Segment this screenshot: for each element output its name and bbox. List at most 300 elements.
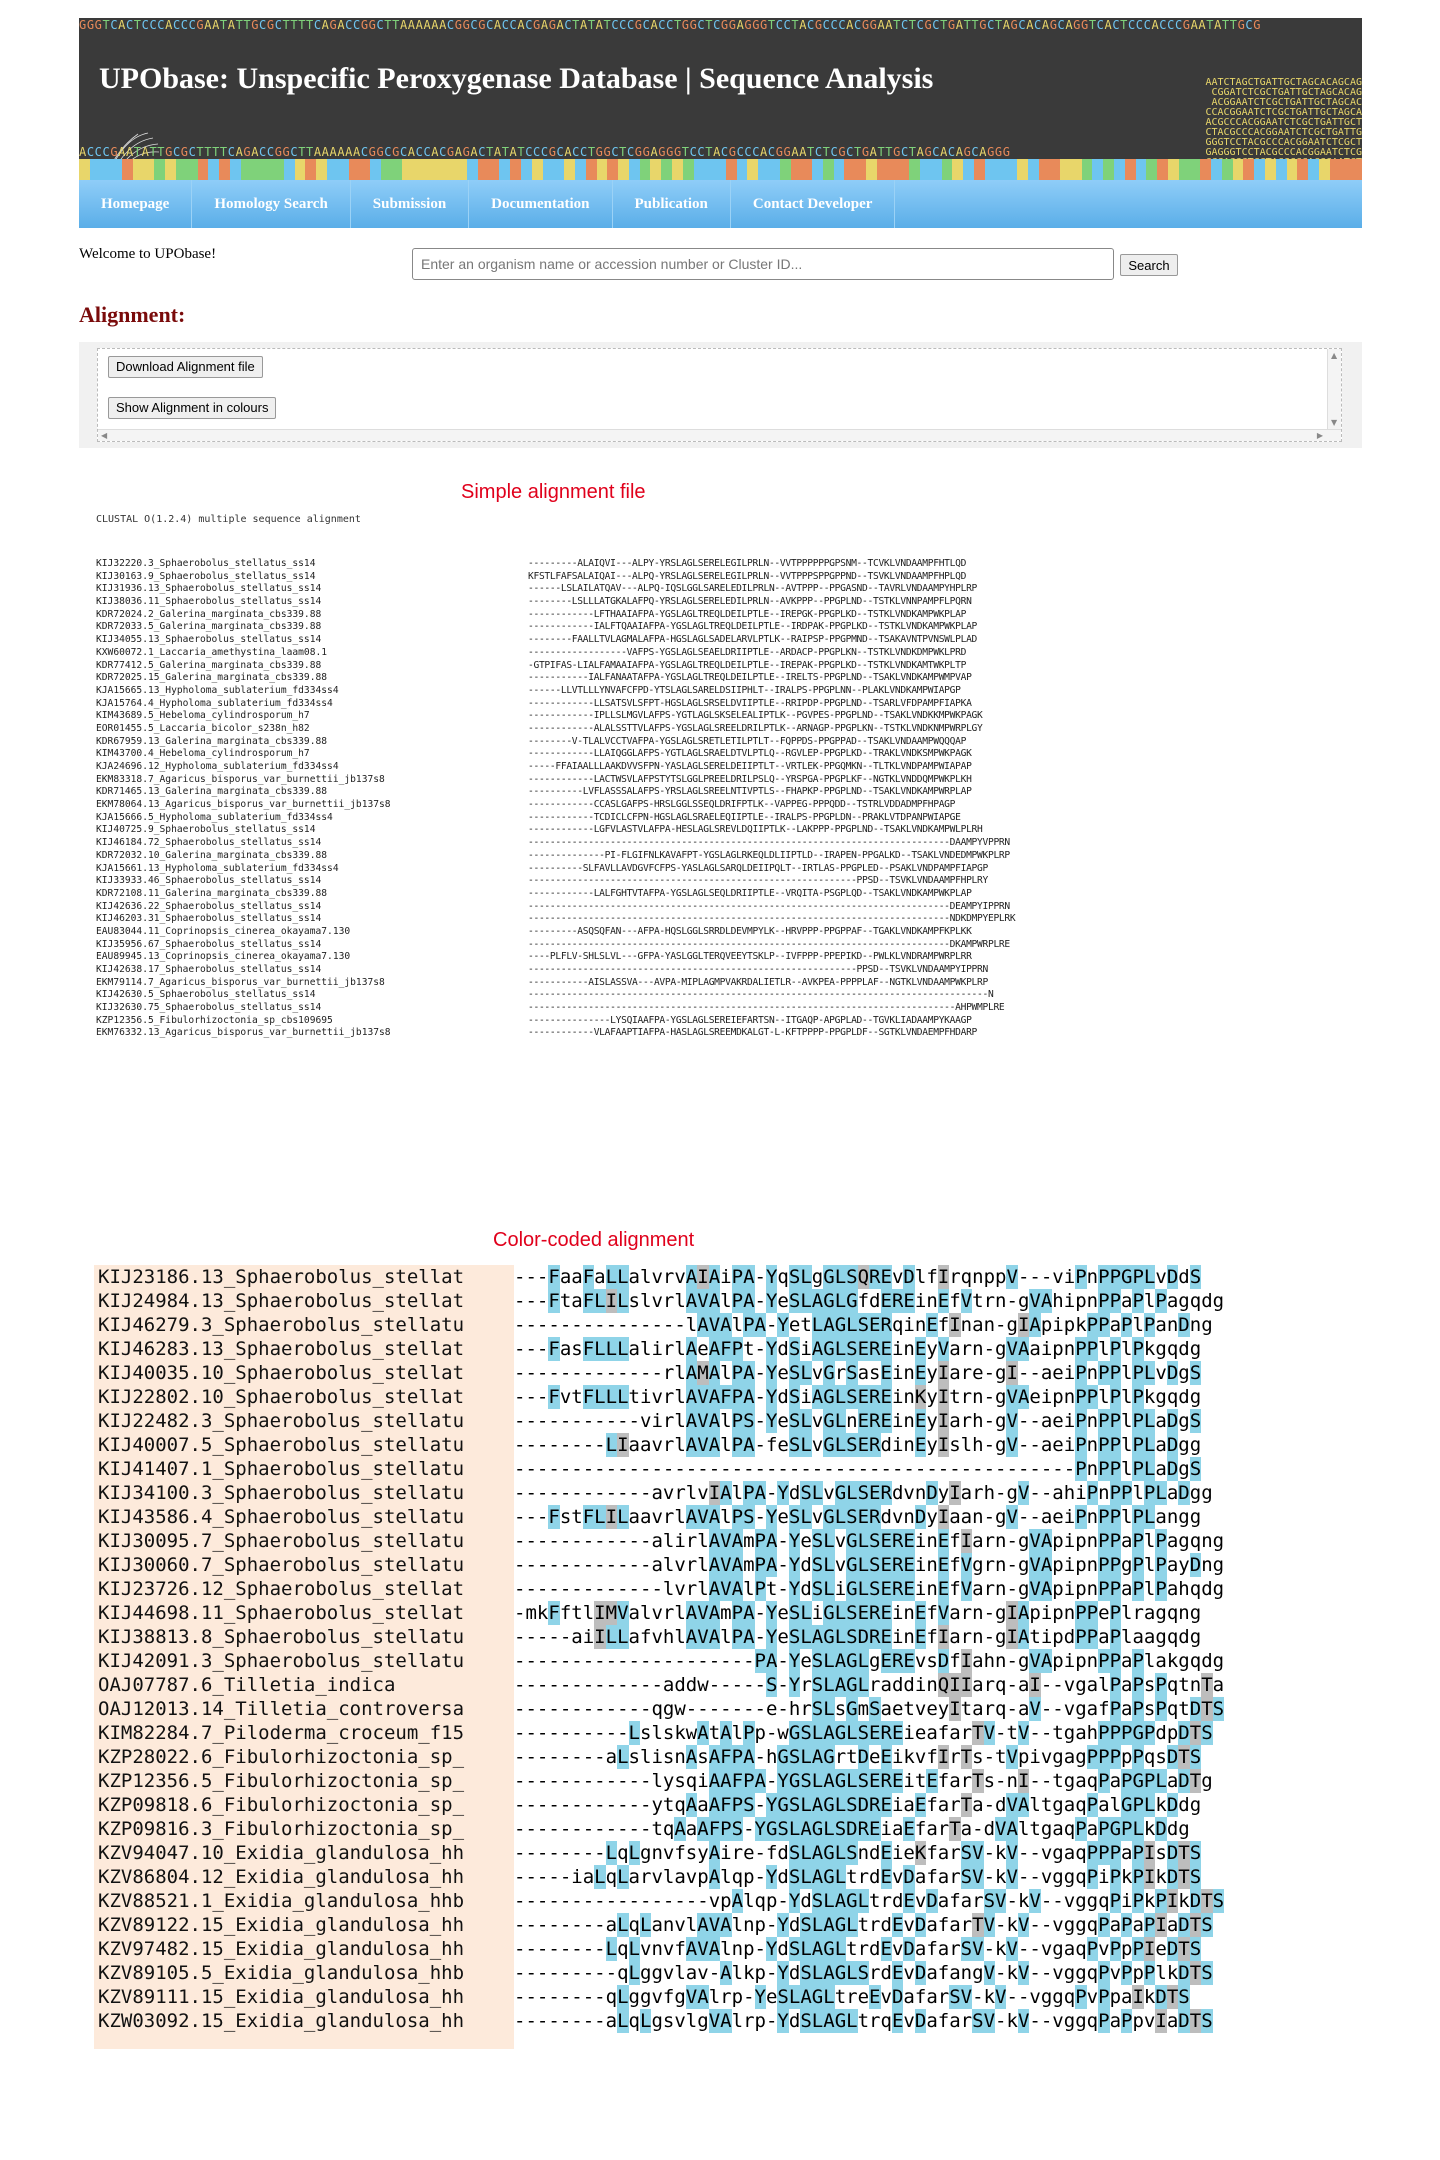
colored-sequence: - - - - - - - - L q L v n v f A V A l n p - Y d S L A G L t r d E v D a f a r S V - k V - - v g a q P v P p P I e D T S bbox=[514, 1938, 1202, 1960]
alignment-row bbox=[94, 1913, 1213, 1937]
bar-segment bbox=[931, 159, 942, 180]
sequence-name: KIJ42636.22_Sphaerobolus_stellatus_ss14 bbox=[96, 900, 322, 912]
bar-segment bbox=[1340, 159, 1351, 180]
alignment-row bbox=[94, 2009, 1213, 2033]
sequence-name: KDR72024.2_Galerina_marginata_cbs339.88 bbox=[96, 608, 322, 620]
alignment-row bbox=[96, 672, 1156, 685]
bar-segment bbox=[1287, 159, 1298, 180]
colored-sequence: - - - - - - - - L q L g n v f s y A i r e - f d S L A G L S n d E i e K f a r S V - k V - - v g a q P P P a P I s D T S bbox=[514, 1842, 1202, 1864]
colored-sequence: - - - - - - - - - - - v i r l A V A l P S - Y e S L v G L n E R E i n E y I a r h - g V - - a e i P n P P l P L a D g S bbox=[514, 1410, 1202, 1432]
bar-segment bbox=[791, 159, 802, 180]
alignment-row bbox=[96, 939, 1156, 952]
bar-segment bbox=[888, 159, 899, 180]
alignment-row bbox=[96, 748, 1156, 761]
bar-segment bbox=[586, 159, 597, 180]
alignment-row bbox=[96, 1002, 1156, 1015]
sequence-name: KIJ30095.7_Sphaerobolus_stellatu bbox=[98, 1530, 465, 1552]
sequence-name: EKM83318.7_Agaricus_bisporus_var_burnettii_jb137s8 bbox=[96, 773, 385, 785]
alignment-row bbox=[96, 989, 1156, 1002]
bar-segment bbox=[650, 159, 661, 180]
sequence: ------------IALFTQAAIAFPA-YGSLAGLTREQLDEILPTLE--IRDPAK-PPGPLKD--TSTKLVNDKAMPWKPLAP bbox=[528, 621, 978, 633]
sequence-name: KZP12356.5_Fibulorhizoctonia_sp_ bbox=[98, 1770, 465, 1792]
bar-segment bbox=[467, 159, 478, 180]
bar-segment bbox=[553, 159, 564, 180]
alignment-heading: Alignment: bbox=[79, 302, 186, 327]
bar-segment bbox=[510, 159, 521, 180]
sequence-name: KJA15665.13_Hypholoma_sublaterium_fd334ss4 bbox=[96, 684, 339, 696]
alignment-row bbox=[94, 1889, 1225, 1913]
bar-segment bbox=[1265, 159, 1276, 180]
bar-segment bbox=[208, 159, 219, 180]
search-button[interactable]: Search bbox=[1120, 254, 1178, 276]
alignment-row bbox=[94, 1457, 1202, 1481]
bar-segment bbox=[1233, 159, 1244, 180]
sequence-name: KZP09818.6_Fibulorhizoctonia_sp_ bbox=[98, 1794, 465, 1816]
alignment-row bbox=[96, 774, 1156, 787]
bar-segment bbox=[898, 159, 909, 180]
colored-sequence: - - - - - - - - L I a a v r l A V A l P A - f e S L v G L S E R d i n E y I s l h - g V - - a e i P n P P l P L a D g g bbox=[514, 1434, 1202, 1456]
bar-segment bbox=[1168, 159, 1179, 180]
alignment-row bbox=[96, 888, 1156, 901]
colored-sequence: - - - - - - - - q L g g v f g V A l r p - Y e S L A G L t r e E v D a f a r S V - k V - - v g g q P v P p a I k D T S bbox=[514, 1986, 1190, 2008]
alignment-row bbox=[96, 875, 1156, 888]
alignment-row bbox=[94, 1697, 1225, 1721]
colored-sequence: - - - F a s F L L L a l i r l A e A F P t - Y d S i A G L S E R E i n E y V a r n - g V A a i p n P P l P l P k g q d g bbox=[514, 1338, 1202, 1360]
colored-sequence: - - - - - - - - - - - - q g w - - - - - - - e - h r S L s G m S a e t v e y I t a r q - a V - - v g a f P a P s P q t D T S bbox=[514, 1698, 1225, 1720]
bar-segment bbox=[543, 159, 554, 180]
sequence: ------------------------------------------------------------------------------AHPWMPLRE bbox=[528, 1002, 1005, 1014]
scroll-left-icon[interactable]: ◀ bbox=[101, 431, 108, 440]
sequence-name: KIJ22802.10_Sphaerobolus_stellat bbox=[98, 1386, 465, 1408]
sequence-name: KIJ34055.13_Sphaerobolus_stellatus_ss14 bbox=[96, 634, 322, 646]
sequence-name: KIJ35956.67_Sphaerobolus_stellatus_ss14 bbox=[96, 938, 322, 950]
bar-segment bbox=[198, 159, 209, 180]
bar-segment bbox=[747, 159, 758, 180]
bar-segment bbox=[499, 159, 510, 180]
bar-segment bbox=[575, 159, 586, 180]
sequence-name: KIJ31936.13_Sphaerobolus_stellatus_ss14 bbox=[96, 583, 322, 595]
sequence-name: KIJ41407.1_Sphaerobolus_stellatu bbox=[98, 1458, 465, 1480]
colored-sequence: - - - - - - - - - - - - - - - - - - - - - P A - Y e S L A G L g E R E v s D f I a h n - g V A p i p n P P a P l a k g q d g bbox=[514, 1650, 1225, 1672]
bar-segment bbox=[252, 159, 263, 180]
bar-segment bbox=[176, 159, 187, 180]
sequence: ---------------LYSQIAAFPA-YGSLAGLSEREIEFARTSN--ITGAQP-APGPLAD--TGVKLIADAAMPYKAAGP bbox=[528, 1014, 972, 1026]
bar-segment bbox=[111, 159, 122, 180]
alignment-row bbox=[96, 571, 1156, 584]
bar-segment bbox=[1114, 159, 1125, 180]
bar-segment bbox=[1189, 159, 1200, 180]
bar-segment bbox=[909, 159, 920, 180]
bar-segment bbox=[715, 159, 726, 180]
sequence-name: KJA15764.4_Hypholoma_sublaterium_fd334ss4 bbox=[96, 697, 333, 709]
sequence-name: OAJ07787.6_Tilletia_indica bbox=[98, 1674, 396, 1696]
bar-segment bbox=[726, 159, 737, 180]
welcome-text: Welcome to UPObase! bbox=[79, 246, 217, 262]
alignment-row bbox=[94, 1625, 1202, 1649]
bar-segment bbox=[564, 159, 575, 180]
colored-sequence: - - - - - - - - - - - - - - - - - v p A l q p - Y d S L A G L t r d E v D a f a r S V - k V - - v g g q P i P k P I k D T S bbox=[514, 1890, 1225, 1912]
alignment-row bbox=[96, 558, 1156, 571]
sequence-name: KIJ30060.7_Sphaerobolus_stellatu bbox=[98, 1554, 465, 1576]
color-alignment bbox=[94, 1265, 1225, 2049]
scroll-up-icon[interactable]: ▲ bbox=[1331, 351, 1338, 360]
alignment-row bbox=[94, 1961, 1213, 1985]
dna-sequence-decoration-right: AATCTAGCTGATTGCTAGCACAGCAG CGGATCTCGCTGATTGCTAGCACAG ACGGAATCTCGCTGATTGCTAGCAC CCACGGAATCTCGCTGATTGCTAGCA ACGCCCACGGAATCTCGCTGATTGCT CTACGCCCACGGAATCTCGCTGATTG GGGTCCTACGCCCACGGAATCTCGCT GAGGGTCCTACGCCCACGGAATCTCG bbox=[1205, 77, 1362, 158]
alignment-row bbox=[96, 609, 1156, 622]
bar-segment bbox=[1254, 159, 1265, 180]
bar-segment bbox=[241, 159, 252, 180]
alignment-row bbox=[94, 1793, 1202, 1817]
sequence: ------------LLAIQGGLAFPS-YGTLAGLSRAELDTVLPTLQ--RGVLEP-PPGPLKD--TRAKLVNDKSMPWKPAGK bbox=[528, 748, 972, 760]
colored-sequence: - - - - - i a L q L a r v l a v p A l q p - Y d S L A G L t r d E v D a f a r S V - k V - - v g g q P i P k P I k D T S bbox=[514, 1866, 1202, 1888]
sequence-name: KIJ46203.31_Sphaerobolus_stellatus_ss14 bbox=[96, 913, 322, 925]
colored-sequence: - - - F s t F L I L a a v r l A V A l P S - Y e S L v G L S E R d v n D y I a a n - g V - - a e i P n P P l P L a n g g bbox=[514, 1506, 1202, 1528]
alignment-row bbox=[96, 977, 1156, 990]
sequence: ------------IPLLSLMGVLAFPS-YGTLAGLSKSELEALIPTLK--PGVPES-PPGPLND--TSAKLVNDKKMPWKPAGK bbox=[528, 710, 983, 722]
colored-sequence: - - - - - - - - - - - - - - - l A V A l P A - Y e t L A G L S E R q i n E f I n a n - g I A p i p k P P a P l P a n D n g bbox=[514, 1314, 1213, 1336]
bar-segment bbox=[435, 159, 446, 180]
colored-sequence: - - - - - - - - a L q L a n v l A V A l n p - Y d S L A G L t r d E v D a f a r T V - k V - - v g g q P a P a P I a D T S bbox=[514, 1914, 1213, 1936]
bar-segment bbox=[187, 159, 198, 180]
sequence: -----------IALFANAATAFPA-YGSLAGLTREQLDEILPTLE--IRELTS-PPGPLND--TSAKLVNDKAMPWMPVAP bbox=[528, 672, 972, 684]
sequence-name: EOR01455.5_Laccaria_bicolor_s238n_h82 bbox=[96, 722, 310, 734]
bar-segment bbox=[262, 159, 273, 180]
sequence-name: KZV89111.15_Exidia_glandulosa_hh bbox=[98, 1986, 465, 2008]
sequence: ---------ALAIQVI---ALPY-YRSLAGLSERELEGILPRLN--VVTPPPPPPGPSNM--TCVKLVNDAAMPFHTLQD bbox=[528, 558, 967, 569]
sequence-name: KJA15666.5_Hypholoma_sublaterium_fd334ss4 bbox=[96, 811, 333, 823]
alignment-row bbox=[96, 685, 1156, 698]
alignment-row bbox=[94, 1265, 1202, 1289]
nav-item-contact-developer[interactable]: Contact Developer bbox=[731, 180, 896, 228]
bar-segment bbox=[855, 159, 866, 180]
bar-segment bbox=[1125, 159, 1136, 180]
simple-alignment-caption: Simple alignment file bbox=[461, 481, 646, 503]
simple-alignment bbox=[96, 558, 1156, 1040]
sequence: ------------CCASLGAFPS-HRSLGGLSSEQLDRIFPTLK--VAPPEG-PPPQDD--TSTRLVDDADMPFHPAGP bbox=[528, 799, 956, 811]
sequence: ----------LVFLASSSALAFPS-YRSLAGLSREELNTIVPTLS--FHAPKP-PPGPLND--TSAKLVNDKAMPWRPLAP bbox=[528, 786, 972, 798]
alignment-row bbox=[96, 926, 1156, 939]
alignment-row bbox=[94, 1673, 1225, 1697]
bar-segment bbox=[1243, 159, 1254, 180]
alignment-row bbox=[94, 1841, 1202, 1865]
sequence-name: KDR67959.13_Galerina_marginata_cbs339.88 bbox=[96, 735, 328, 747]
sequence-name: OAJ12013.14_Tilletia_controversa bbox=[98, 1698, 465, 1720]
sequence-name: EKM78064.13_Agaricus_bisporus_var_burnettii_jb137s8 bbox=[96, 799, 391, 811]
alignment-row bbox=[96, 710, 1156, 723]
clustal-header: CLUSTAL O(1.2.4) multiple sequence alignment bbox=[96, 514, 361, 525]
bar-segment bbox=[1136, 159, 1147, 180]
bar-segment bbox=[101, 159, 112, 180]
alignment-row bbox=[94, 1337, 1202, 1361]
sequence-name: KDR71465.13_Galerina_marginata_cbs339.88 bbox=[96, 786, 328, 798]
sequence-name: KZV89105.5_Exidia_glandulosa_hhb bbox=[98, 1962, 465, 1984]
sequence-name: KZW03092.15_Exidia_glandulosa_hh bbox=[98, 2010, 465, 2032]
alignment-row bbox=[94, 1865, 1202, 1889]
bar-segment bbox=[446, 159, 457, 180]
bar-segment bbox=[801, 159, 812, 180]
nav-item-submission[interactable]: Submission bbox=[351, 180, 469, 228]
alignment-row bbox=[96, 596, 1156, 609]
horizontal-scrollbar[interactable] bbox=[98, 429, 1341, 441]
alignment-row bbox=[96, 799, 1156, 812]
bar-segment bbox=[1308, 159, 1319, 180]
alignment-row bbox=[96, 913, 1156, 926]
alignment-row bbox=[94, 1313, 1213, 1337]
alignment-row bbox=[94, 1937, 1202, 1961]
alignment-row bbox=[96, 786, 1156, 799]
bar-segment bbox=[359, 159, 370, 180]
bar-segment bbox=[1039, 159, 1050, 180]
sequence: ------------LACTWSVLAFPSTYTSLGGLPREELDRILPSLQ--YRSPGA-PPGPLKF--NGTKLVNDDQMPWKPLKH bbox=[528, 773, 972, 785]
nav-item-homepage[interactable]: Homepage bbox=[79, 180, 192, 228]
alignment-row bbox=[96, 660, 1156, 673]
bar-segment bbox=[122, 159, 133, 180]
bar-segment bbox=[1071, 159, 1082, 180]
bar-segment bbox=[1330, 159, 1341, 180]
alignment-row bbox=[96, 837, 1156, 850]
colored-sequence: - - - - - - - - - - - - - - - - - - - - - - - - - - - - - - - - - - - - - - - - - - - - - - - - - P n P P l P L a D g S bbox=[514, 1458, 1202, 1480]
alignment-row bbox=[96, 1015, 1156, 1028]
bar-segment bbox=[920, 159, 931, 180]
search-input[interactable] bbox=[412, 248, 1114, 280]
sequence-name: KDR72108.11_Galerina_marginata_cbs339.88 bbox=[96, 887, 328, 899]
bar-segment bbox=[305, 159, 316, 180]
bar-segment bbox=[607, 159, 618, 180]
bar-segment bbox=[402, 159, 413, 180]
sequence: ------------VLAFAAPTIAFPA-HASLAGLSREEMDKALGT-L-KFTPPPP-PPGPLDF--SGTKLVNDAEMPFHDARP bbox=[528, 1027, 978, 1039]
bar-segment bbox=[1179, 159, 1190, 180]
bar-segment bbox=[273, 159, 284, 180]
sequence: ----PLFLV-SHLSLVL---GFPA-YASLGGLTERQVEEYTSKLP--IVFPPP-PPEPIKD--PWLKLVNDRAMPWRPLRR bbox=[528, 951, 972, 963]
main-nav bbox=[79, 180, 1362, 228]
sequence-name: KIJ46283.13_Sphaerobolus_stellat bbox=[98, 1338, 465, 1360]
sequence: --------------PI-FLGIFNLKAVAFPT-YGSLAGLRKEQLDLIIPTLD--IRAPEN-PPGALKD--TSAKLVNDEDMPWKPLRP bbox=[528, 849, 1010, 861]
bar-segment bbox=[661, 159, 672, 180]
bar-segment bbox=[79, 159, 90, 180]
sequence: -----------------------------------------------------------------------------DKAMPWRPLRE bbox=[528, 938, 1010, 950]
bar-segment bbox=[780, 159, 791, 180]
alignment-row bbox=[94, 1289, 1225, 1313]
sequence: ------------LALFGHTVTAFPA-YGSLAGLSEQLDRIIPTLE--VRQITA-PSGPLQD--TSAKLVNDKAMPWKPLAP bbox=[528, 887, 972, 899]
sequence-name: KDR77412.5_Galerina_marginata_cbs339.88 bbox=[96, 659, 322, 671]
scroll-right-icon[interactable]: ▶ bbox=[1316, 431, 1323, 440]
bar-segment bbox=[952, 159, 963, 180]
sequence-name: KIJ32630.75_Sphaerobolus_stellatus_ss14 bbox=[96, 1002, 322, 1014]
sequence: ------------LLSATSVLSFPT-HGSLAGLSRSELDVIIPTLE--RRIPDP-PPGPLND--TSARLVFDPAMPFIAPKA bbox=[528, 697, 972, 709]
site-title: UPObase: Unspecific Peroxygenase Database | Sequence Analysis bbox=[99, 62, 934, 95]
bar-segment bbox=[1297, 159, 1308, 180]
alignment-row bbox=[96, 583, 1156, 596]
bar-segment bbox=[1103, 159, 1114, 180]
alignment-row bbox=[94, 1601, 1202, 1625]
nav-item-documentation[interactable]: Documentation bbox=[469, 180, 612, 228]
colored-sequence: - - - - - - - - - - - - - a d d w - - - - - S - Y r S L A G L r a d d i n Q I I a r q - a I - - v g a l P a P s P q t n T a bbox=[514, 1674, 1225, 1696]
color-alignment-caption: Color-coded alignment bbox=[493, 1229, 695, 1251]
sequence-name: KZP28022.6_Fibulorhizoctonia_sp_ bbox=[98, 1746, 465, 1768]
bar-segment bbox=[219, 159, 230, 180]
bar-segment bbox=[629, 159, 640, 180]
bar-segment bbox=[230, 159, 241, 180]
colored-sequence: - - - - - - - - - - - - a l v r l A V A m P A - Y d S L v G L S E R E i n E f V g r n - g V A p i p n P P g P l P a y D n g bbox=[514, 1554, 1225, 1576]
sequence-name: KIJ40035.10_Sphaerobolus_stellat bbox=[98, 1362, 465, 1384]
sequence-name: KJA15661.13_Hypholoma_sublaterium_fd334ss4 bbox=[96, 862, 339, 874]
alignment-row bbox=[96, 812, 1156, 825]
alignment-row bbox=[94, 1817, 1193, 1841]
bar-segment bbox=[694, 159, 705, 180]
alignment-row bbox=[94, 1985, 1193, 2009]
sequence-name: KIJ33933.46_Sphaerobolus_stellatus_ss14 bbox=[96, 875, 322, 887]
sequence-name: KIJ23726.12_Sphaerobolus_stellat bbox=[98, 1578, 465, 1600]
sequence-name: KZV97482.15_Exidia_glandulosa_hh bbox=[98, 1938, 465, 1960]
alignment-row bbox=[94, 1481, 1213, 1505]
sequence-name: KIJ23186.13_Sphaerobolus_stellat bbox=[98, 1266, 465, 1288]
sequence: ------------------VAFPS-YGSLAGLSEAELDRIIPTLE--ARDACP-PPGPLKN--TSTKLVNDKDMPWKLPRD bbox=[528, 646, 967, 658]
bar-segment bbox=[532, 159, 543, 180]
colored-sequence: - - - - - - - - - - - - t q A a A F P S - Y G S L A G L S D R E i a E f a r T a - d V A l t g a q P a P G P L k D d g bbox=[514, 1818, 1190, 1840]
sequence-name: KIJ46279.3_Sphaerobolus_stellatu bbox=[98, 1314, 465, 1336]
alignment-row bbox=[94, 1649, 1225, 1673]
colored-sequence: - - - F v t F L L L t i v r l A V A F P A - Y d S i A G L S E R E i n K y I t r n - g V A e i p n P P l P l P k g q d g bbox=[514, 1386, 1202, 1408]
bar-segment bbox=[338, 159, 349, 180]
bar-segment bbox=[618, 159, 629, 180]
alignment-row bbox=[96, 621, 1156, 634]
alignment-row bbox=[94, 1745, 1202, 1769]
bar-segment bbox=[683, 159, 694, 180]
bar-segment bbox=[985, 159, 996, 180]
bar-segment bbox=[974, 159, 985, 180]
sequence-name: KXW60072.1_Laccaria_amethystina_laam08.1 bbox=[96, 646, 328, 658]
alignment-row bbox=[94, 1769, 1213, 1793]
bar-segment bbox=[834, 159, 845, 180]
alignment-row bbox=[96, 824, 1156, 837]
alignment-row bbox=[96, 736, 1156, 749]
alignment-row bbox=[96, 951, 1156, 964]
bar-segment bbox=[478, 159, 489, 180]
colored-sequence: - - - - - - - - - - - - l y s q i A A F P A - Y G S L A G L S E R E i t E f a r T s - n I - - t g a q P a P G P L a D T g bbox=[514, 1770, 1213, 1792]
colored-sequence: - - - - - - - - - - - - a l i r l A V A m P A - Y e S L v G L S E R E i n E f I a r n - g V A p i p n P P a P l P a g q n g bbox=[514, 1530, 1225, 1552]
alignment-row bbox=[94, 1553, 1225, 1577]
sequence: -----FFAIAALLLAAKDVVSFPN-YASLAGLSERELDEIIPTLT--VRTLEK-PPGQMKN--TLTKLVNDPAMPWIAPAP bbox=[528, 761, 972, 772]
bar-segment bbox=[995, 159, 1006, 180]
alignment-row bbox=[96, 761, 1156, 774]
alignment-row bbox=[94, 1529, 1225, 1553]
download-alignment-button[interactable]: Download Alignment file bbox=[108, 356, 263, 378]
dna-sequence-decoration-top: GGGTCACTCCCACCCGAATATTGCGCTTTTCAGACCGGCTTAAAAAACGGCGCACCACGAGACTATATCCCGCACCTGGCTCGGAGGGTCCTACGCCCACGGAATCTCGCTGATTGCTAGCACAGCAGGTCACTCCCACCCGAATATTGCG bbox=[79, 18, 1262, 32]
bar-segment bbox=[381, 159, 392, 180]
alignment-row bbox=[96, 964, 1156, 977]
sequence-name: KDR72032.10_Galerina_marginata_cbs339.88 bbox=[96, 849, 328, 861]
bar-segment bbox=[672, 159, 683, 180]
sequence: -----------------------------------------------------------------------------NDKDMPYEPLRK bbox=[528, 913, 1016, 925]
bar-segment bbox=[316, 159, 327, 180]
bar-segment bbox=[165, 159, 176, 180]
bar-segment bbox=[133, 159, 144, 180]
alignment-row bbox=[94, 1577, 1225, 1601]
sequence: --------V-TLALVCCTVAFPA-YGSLAGLSRETLETILPTLT--FQPPDS-PPGPPAD--TSAKLVNDAAMPWQQQAP bbox=[528, 735, 967, 747]
sequence-name: KIJ43586.4_Sphaerobolus_stellatu bbox=[98, 1506, 465, 1528]
sequence: ---------ASQSQFAN---AFPA-HQSLGGLSRRDLDEVMPYLK--HRVPPP-PPGPPAF--TGAKLVNDKAMPFKPLKK bbox=[528, 925, 972, 937]
show-alignment-colours-button[interactable]: Show Alignment in colours bbox=[108, 397, 276, 419]
bar-segment bbox=[737, 159, 748, 180]
sequence-name: KIJ44698.11_Sphaerobolus_stellat bbox=[98, 1602, 465, 1624]
bar-segment bbox=[521, 159, 532, 180]
sequence-name: KIJ40725.9_Sphaerobolus_stellatus_ss14 bbox=[96, 824, 316, 836]
sequence: ------------ALALSSTTVLAFPS-YGSLAGLSREELDRILPTLK--ARNAGP-PPGPLKN--TSTKLVNDKNMPWRPLGY bbox=[528, 722, 983, 734]
alignment-row bbox=[96, 647, 1156, 660]
sequence-name: KJA24696.12_Hypholoma_sublaterium_fd334ss4 bbox=[96, 761, 339, 772]
sequence-name: KIJ30163.9_Sphaerobolus_stellatus_ss14 bbox=[96, 570, 316, 582]
sequence-name: KIJ32220.3_Sphaerobolus_stellatus_ss14 bbox=[96, 558, 316, 569]
bar-segment bbox=[90, 159, 101, 180]
sequence: --------FAALLTVLAGMALAFPA-HGSLAGLSADELARVLPTLK--RAIPSP-PPGPMND--TSAKAVNTPVNSWLPLAD bbox=[528, 634, 978, 646]
bar-segment bbox=[1082, 159, 1093, 180]
sequence-name: KIJ42638.17_Sphaerobolus_stellatus_ss14 bbox=[96, 964, 322, 975]
bar-segment bbox=[1092, 159, 1103, 180]
bar-segment bbox=[823, 159, 834, 180]
colored-sequence: - - - F t a F L I L s l v r l A V A l P A - Y e S L A G L G f d E R E i n E f V t r n - g V A h i p n P P a P l P a g q d g bbox=[514, 1290, 1225, 1312]
colored-sequence: - - - - - - - - a L q L g s v l g V A l r p - Y d S L A G L t r q E v D a f a r S V - k V - - v g g q P a P p v I a D T S bbox=[514, 2010, 1213, 2032]
alignment-row bbox=[94, 1721, 1213, 1745]
sequence-name: EKM76332.13_Agaricus_bisporus_var_burnettii_jb137s8 bbox=[96, 1027, 391, 1039]
sequence-name: KIJ40007.5_Sphaerobolus_stellatu bbox=[98, 1434, 465, 1456]
bar-segment bbox=[866, 159, 877, 180]
bar-segment bbox=[1049, 159, 1060, 180]
sequence-name: KZP12356.5_Fibulorhizoctonia_sp_cbs109695 bbox=[96, 1014, 333, 1026]
bar-segment bbox=[1006, 159, 1017, 180]
nav-item-homology-search[interactable]: Homology Search bbox=[192, 180, 350, 228]
sequence-name: EAU83044.11_Coprinopsis_cinerea_okayama7.130 bbox=[96, 925, 351, 937]
sequence: ------------LGFVLASTVLAFPA-HESLAGLSREVLDQIIPTLK--LAKPPP-PPGPLND--TSAKLVNDKAMPWLPLRH bbox=[528, 824, 983, 836]
bar-segment bbox=[1200, 159, 1211, 180]
sequence: -----------------------------------------------------------------------------DEAMPYIPPRN bbox=[528, 900, 1010, 912]
sequence-name: KIJ22482.3_Sphaerobolus_stellatu bbox=[98, 1410, 465, 1432]
alignment-row bbox=[96, 850, 1156, 863]
sequence: ------LLVTLLLYNVAFCFPD-YTSLAGLSARELDSIIPHLT--IRALPS-PPGPLNN--PLAKLVNDKAMPWIAPGP bbox=[528, 684, 961, 696]
bar-segment bbox=[1319, 159, 1330, 180]
nav-item-publication[interactable]: Publication bbox=[613, 180, 731, 228]
sequence-name: KIJ24984.13_Sphaerobolus_stellat bbox=[98, 1290, 465, 1312]
alignment-row bbox=[94, 1433, 1202, 1457]
colored-sequence: - - - - - - - - - - L s l s k w A t A l P p - w G S L A G L S E R E i e a f a r T V - t V - - t g a h P P P G P d p D T S bbox=[514, 1722, 1213, 1744]
dna-sequence-decoration-bottom: ACCCGAATATTGCGCTTTTCAGACCGGCTTAAAAAACGGCGCACCACGAGACTATATCCCGCACCTGGCTCGGAGGGTCCTACGCCCACGGAATCTCGCTGATTGCTAGCACAGCAGGG bbox=[79, 145, 1011, 159]
alignment-row bbox=[96, 634, 1156, 647]
bar-segment bbox=[597, 159, 608, 180]
bar-segment bbox=[424, 159, 435, 180]
sequence-name: KIJ42091.3_Sphaerobolus_stellatu bbox=[98, 1650, 465, 1672]
bar-segment bbox=[349, 159, 360, 180]
alignment-row bbox=[94, 1505, 1202, 1529]
bar-segment bbox=[1222, 159, 1233, 180]
vertical-scrollbar[interactable] bbox=[1327, 349, 1341, 441]
sequence: ------------------------------------------------------------PPSD--TSVKLVNDAAMPFHPLRY bbox=[528, 875, 988, 887]
colored-bars-decoration bbox=[79, 159, 1362, 180]
alignment-panel bbox=[97, 348, 1342, 442]
bar-segment bbox=[489, 159, 500, 180]
scroll-down-icon[interactable]: ▼ bbox=[1331, 418, 1338, 427]
bar-segment bbox=[758, 159, 769, 180]
alignment-row bbox=[96, 863, 1156, 876]
bar-segment bbox=[1060, 159, 1071, 180]
sequence-name: KZP09816.3_Fibulorhizoctonia_sp_ bbox=[98, 1818, 465, 1840]
alignment-row bbox=[94, 1361, 1202, 1385]
bar-segment bbox=[370, 159, 381, 180]
sequence: -----------------------------------------------------------------------------DAAMPYVPPRN bbox=[528, 837, 1010, 849]
sequence: --------LSLLLATGKALAFPQ-YRSLAGLSERELEDILPRLN--AVKPPP--PPGPLND--TSTKLVNNPAMPFLPQRN bbox=[528, 596, 972, 608]
colored-sequence: - - - - - - - - a L s l i s n A s A F P A - h G S L A G r t D e E i k v f I r T s - t V p i v g a g P P P p P q s D T S bbox=[514, 1746, 1202, 1768]
sequence: ------LSLAILATQAV---ALPQ-IQSLGGLSARELEDILPRLN--AVTPPP--PPGASND--TAVRLVNDAAMPYHPLRP bbox=[528, 583, 978, 595]
bar-segment bbox=[640, 159, 651, 180]
sequence-name: KIJ38813.8_Sphaerobolus_stellatu bbox=[98, 1626, 465, 1648]
